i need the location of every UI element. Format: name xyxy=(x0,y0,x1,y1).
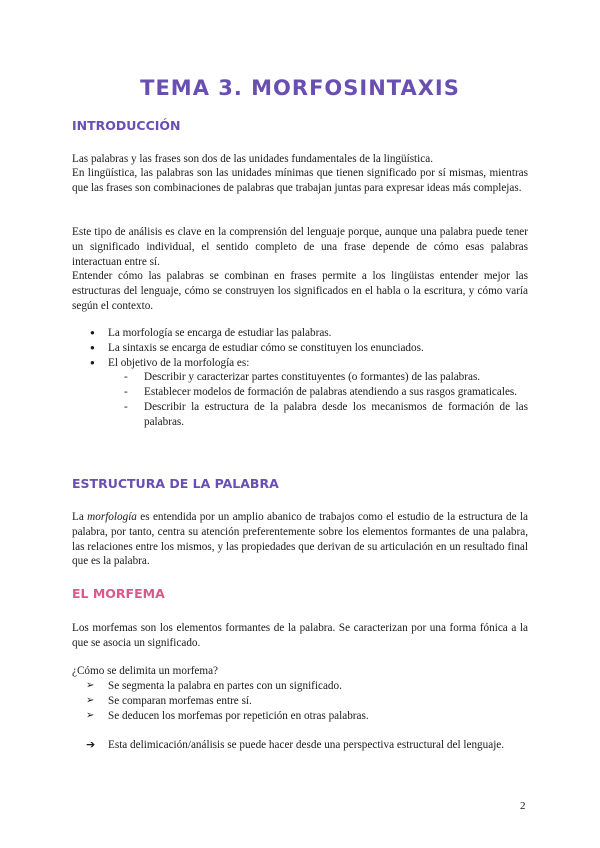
sub-item: - Describir la estructura de la palabra desde los mecanismos de formación de las palabras. xyxy=(108,400,528,430)
morfema-steps-list xyxy=(72,679,528,723)
morphology-bullet-list xyxy=(72,326,528,430)
sub-item: - Describir y caracterizar partes constituyentes (o formantes) de las palabras. xyxy=(108,370,528,385)
step-item: ➢ Se segmenta la palabra en partes con un significado. xyxy=(72,679,528,694)
page-title: TEMA 3. MORFOSINTAXIS xyxy=(140,76,460,100)
intro-paragraph-2: En lingüística, las palabras son las unidades mínimas que tienen significado por sí mismas, mientras que las frases son combinaciones de palabras que trabajan juntas para expresar ideas más complejas. xyxy=(72,167,528,194)
page-number: 2 xyxy=(520,800,526,812)
estructura-paragraph: La morfología es entendida por un amplio abanico de trabajos como el estudio de la estructura de la palabra, por tanto, centra su atención preferentemente sobre los elementos formantes de una palabra, las relaciones entre los mismos, y las propiedades que derivan de su articulación en un resultado final que es la palabra. xyxy=(72,511,528,568)
morfema-note: ➔ Esta delimicación/análisis se puede hacer desde una perspectiva estructural del lenguaje. xyxy=(86,738,505,751)
bullet-item: ● El objetivo de la morfología es: - Describir y caracterizar partes constituyentes (o formantes) de las palabras. - Establecer modelos de formación de palabras atendiendo a sus rasgos gramaticales. - Describir la estructura de la palabra desde los mecanismos de formación de las palabras. xyxy=(72,356,528,430)
section-heading-morfema: EL MORFEMA xyxy=(72,586,165,601)
section-heading-estructura: ESTRUCTURA DE LA PALABRA xyxy=(72,476,279,491)
section-heading-introduccion: INTRODUCCIÓN xyxy=(72,118,181,133)
step-item: ➢ Se comparan morfemas entre sí. xyxy=(72,694,528,709)
arrow-right-icon: ➔ xyxy=(86,738,96,751)
morfema-question: ¿Cómo se delimita un morfema? xyxy=(72,665,219,677)
sub-item: - Establecer modelos de formación de palabras atendiendo a sus rasgos gramaticales. xyxy=(108,385,528,400)
intro-paragraph-3: Este tipo de análisis es clave en la comprensión del lenguaje porque, aunque una palabra puede tener un significado individual, el sentido completo de una frase depende de cómo esas palabras interactuan entre sí. xyxy=(72,226,528,268)
step-item: ➢ Se deducen los morfemas por repetición en otras palabras. xyxy=(72,709,528,724)
morfema-paragraph: Los morfemas son los elementos formantes de la palabra. Se caracterizan por una forma fónica a la que se asocia un significado. xyxy=(72,622,528,649)
bullet-item: ● La morfología se encarga de estudiar las palabras. xyxy=(72,326,528,341)
intro-paragraph-1: Las palabras y las frases son dos de las unidades fundamentales de la lingüística. xyxy=(72,153,434,165)
intro-paragraph-4: Entender cómo las palabras se combinan en frases permite a los lingüistas entender mejor las estructuras del lenguaje, cómo se construyen los significados en el habla o la escritura, y cómo varía según el contexto. xyxy=(72,270,528,312)
objectives-sublist xyxy=(108,370,528,429)
bullet-item: ● La sintaxis se encarga de estudiar cómo se constituyen los enunciados. xyxy=(72,341,528,356)
